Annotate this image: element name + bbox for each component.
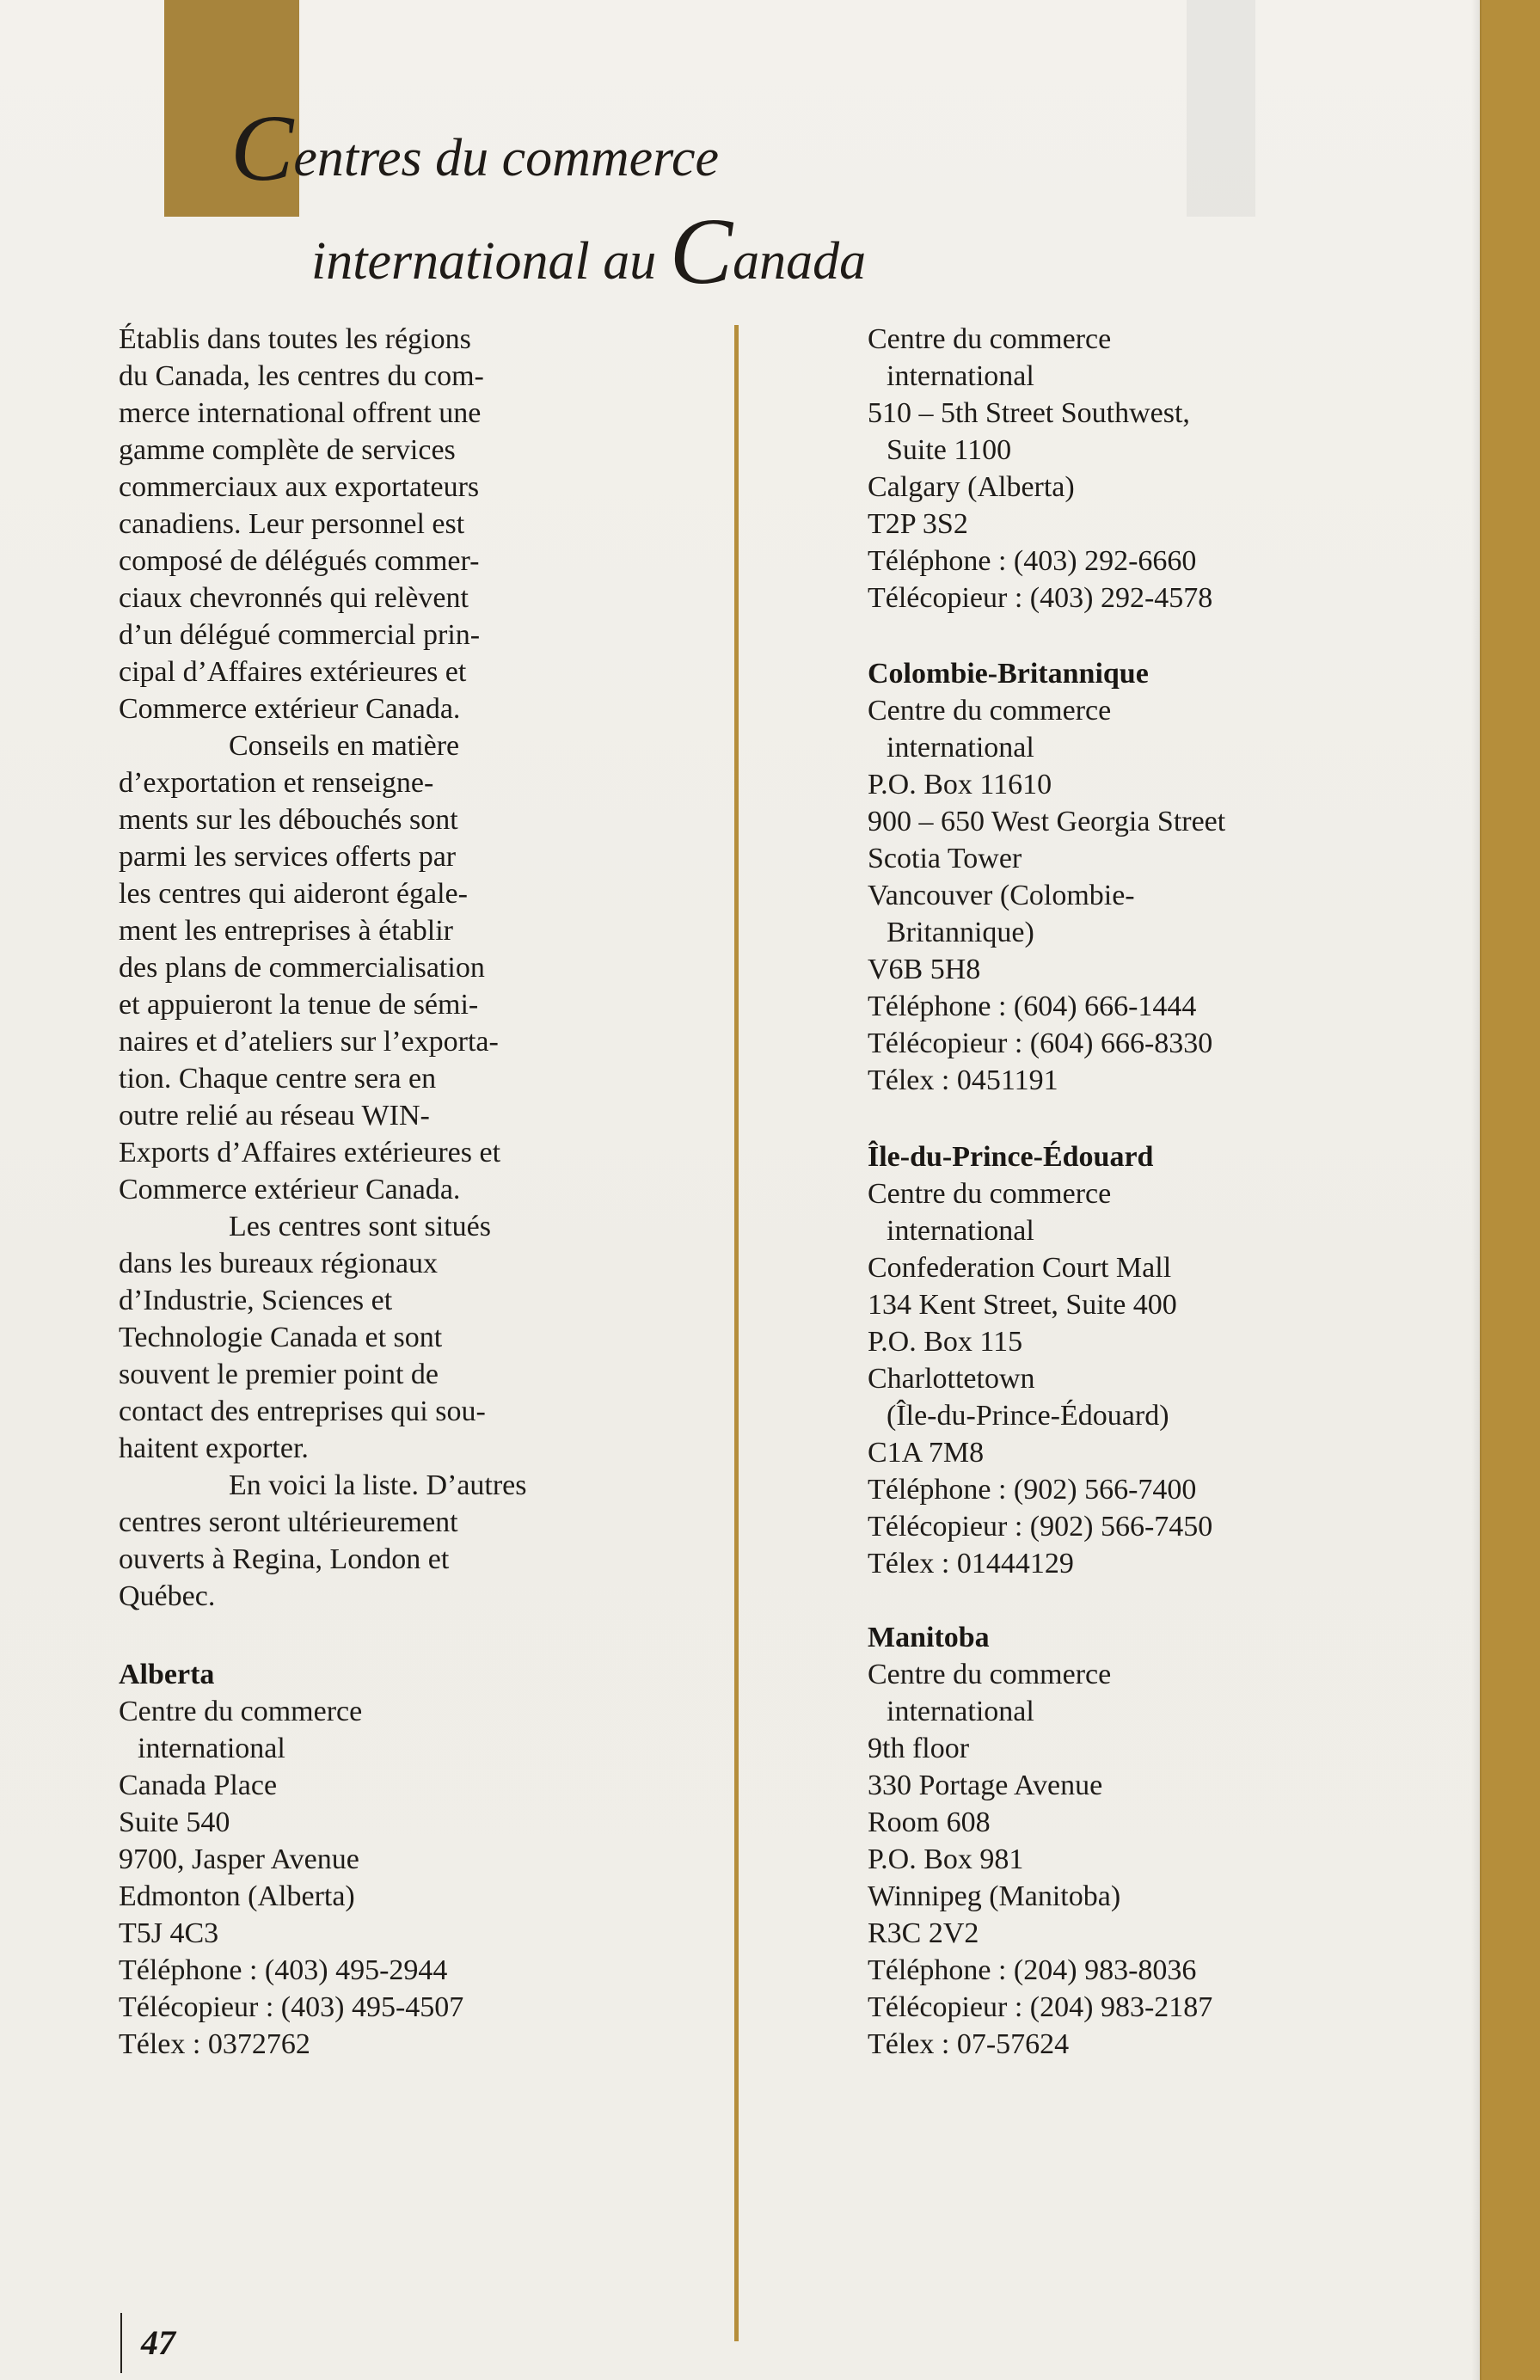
bleedthrough-block	[1187, 0, 1255, 217]
intro-line: parmi les services offerts par	[119, 841, 457, 873]
office-line: 9th floor	[868, 1733, 970, 1764]
intro-line: et appuieront la tenue de sémi-	[119, 989, 479, 1021]
right-margin-shadow	[1471, 0, 1482, 2380]
intro-line: ments sur les débouchés sont	[119, 804, 458, 836]
title-line-2	[311, 199, 867, 304]
office-line: Téléphone : (604) 666-1444	[868, 991, 1197, 1022]
office-line: Vancouver (Colombie-	[868, 880, 1135, 911]
office-line: Télécopieur : (403) 292-4578	[868, 582, 1213, 614]
page-number	[121, 2315, 224, 2361]
intro-line: En voici la liste. D’autres	[229, 1469, 527, 1501]
intro-line: dans les bureaux régionaux	[119, 1248, 439, 1279]
office-line: Téléphone : (403) 292-6660	[868, 545, 1197, 577]
office-line: Télécopieur : (403) 495-4507	[119, 1991, 464, 2023]
intro-line: d’exportation et renseigne-	[119, 767, 434, 799]
office-line: T2P 3S2	[868, 508, 968, 540]
office-line: Centre du commerce	[119, 1696, 363, 1727]
intro-line: d’un délégué commercial prin-	[119, 619, 481, 651]
right-gold-margin	[1480, 0, 1540, 2380]
office-line: international	[887, 1696, 1034, 1727]
intro-line: tion. Chaque centre sera en	[119, 1063, 437, 1095]
intro-line: ment les entreprises à établir	[119, 915, 453, 947]
intro-line: commerciaux aux exportateurs	[119, 471, 480, 503]
intro-line: Commerce extérieur Canada.	[119, 693, 461, 725]
office-line: Télex : 0451191	[868, 1064, 1058, 1096]
office-line: international	[887, 732, 1034, 764]
title-line-1	[230, 95, 720, 200]
office-line: C1A 7M8	[868, 1437, 985, 1469]
intro-line: contact des entreprises qui sou-	[119, 1395, 486, 1427]
office-line: Télécopieur : (902) 566-7450	[868, 1511, 1213, 1543]
intro-line: outre relié au réseau WIN-	[119, 1100, 430, 1132]
office-line: 510 – 5th Street Southwest,	[868, 397, 1190, 429]
title-line-1-text: entres du commerce	[293, 129, 720, 187]
intro-line: Québec.	[119, 1580, 216, 1612]
intro-line: du Canada, les centres du com-	[119, 360, 484, 392]
office-line: Centre du commerce	[868, 1659, 1112, 1690]
intro-line: Commerce extérieur Canada.	[119, 1174, 461, 1205]
office-line: international	[138, 1733, 285, 1764]
intro-line: Exports d’Affaires extérieures et	[119, 1137, 501, 1169]
intro-line: les centres qui aideront égale-	[119, 878, 468, 910]
office-line: T5J 4C3	[119, 1917, 219, 1949]
office-line: Télex : 01444129	[868, 1548, 1074, 1580]
office-line: Suite 540	[119, 1806, 230, 1838]
office-ile-du-prince-edouard	[868, 1138, 1401, 1582]
title-line-2-suffix: anada	[733, 232, 867, 291]
office-line: P.O. Box 981	[868, 1843, 1024, 1875]
page-title	[0, 0, 1032, 304]
office-line: Suite 1100	[887, 434, 1012, 466]
office-line: Télex : 0372762	[119, 2028, 310, 2060]
office-title: Manitoba	[868, 1622, 990, 1653]
office-line: Room 608	[868, 1806, 991, 1838]
office-line: Téléphone : (204) 983-8036	[868, 1954, 1197, 1986]
office-calgary	[868, 321, 1401, 616]
office-manitoba	[868, 1619, 1401, 2063]
title-drop-cap-2: C	[669, 199, 733, 304]
column-divider	[734, 325, 739, 2341]
office-title: Alberta	[119, 1659, 215, 1690]
office-line: Scotia Tower	[868, 843, 1022, 874]
intro-line: Établis dans toutes les régions	[119, 323, 471, 355]
intro-line: Conseils en matière	[229, 730, 460, 762]
office-line: P.O. Box 11610	[868, 769, 1052, 800]
intro-line: composé de délégués commer-	[119, 545, 480, 577]
office-line: international	[887, 1215, 1034, 1247]
intro-line: des plans de commercialisation	[119, 952, 485, 984]
office-line: P.O. Box 115	[868, 1326, 1023, 1358]
intro-line: gamme complète de services	[119, 434, 456, 466]
intro-line: haitent exporter.	[119, 1432, 309, 1464]
office-line: Charlottetown	[868, 1363, 1035, 1395]
office-line: 900 – 650 West Georgia Street	[868, 806, 1226, 837]
office-line: Centre du commerce	[868, 695, 1112, 727]
office-line: R3C 2V2	[868, 1917, 979, 1949]
office-line: Canada Place	[119, 1770, 278, 1801]
office-colombie-britannique	[868, 655, 1401, 1099]
intro-line: Technologie Canada et sont	[119, 1322, 443, 1353]
intro-line: d’Industrie, Sciences et	[119, 1285, 393, 1316]
page-number-text: 47	[141, 2323, 175, 2362]
title-drop-cap: C	[230, 95, 294, 200]
office-line: Télex : 07-57624	[868, 2028, 1070, 2060]
title-line-2-prefix: international au	[311, 232, 670, 291]
intro-line: ciaux chevronnés qui relèvent	[119, 582, 469, 614]
office-line: 134 Kent Street, Suite 400	[868, 1289, 1177, 1321]
office-line: V6B 5H8	[868, 954, 981, 985]
intro-line: cipal d’Affaires extérieures et	[119, 656, 467, 688]
office-line: 9700, Jasper Avenue	[119, 1843, 359, 1875]
office-line: Téléphone : (902) 566-7400	[868, 1474, 1197, 1506]
intro-line: souvent le premier point de	[119, 1359, 439, 1390]
intro-text	[119, 321, 652, 1615]
office-line: (Île-du-Prince-Édouard)	[887, 1400, 1169, 1432]
intro-line: naires et d’ateliers sur l’exporta-	[119, 1026, 499, 1058]
office-line: Téléphone : (403) 495-2944	[119, 1954, 448, 1986]
office-line: Calgary (Alberta)	[868, 471, 1075, 503]
office-line: Centre du commerce	[868, 323, 1112, 355]
office-title: Île-du-Prince-Édouard	[868, 1141, 1154, 1173]
office-line: Britannique)	[887, 917, 1034, 948]
office-line: Télécopieur : (604) 666-8330	[868, 1027, 1213, 1059]
intro-line: Les centres sont situés	[229, 1211, 491, 1242]
office-line: Centre du commerce	[868, 1178, 1112, 1210]
office-line: Télécopieur : (204) 983-2187	[868, 1991, 1213, 2023]
office-line: international	[887, 360, 1034, 392]
office-line: Confederation Court Mall	[868, 1252, 1172, 1284]
office-title: Colombie-Britannique	[868, 658, 1149, 690]
office-alberta	[119, 1656, 652, 2063]
office-line: 330 Portage Avenue	[868, 1770, 1103, 1801]
intro-line: merce international offrent une	[119, 397, 482, 429]
intro-line: canadiens. Leur personnel est	[119, 508, 465, 540]
intro-line: centres seront ultérieurement	[119, 1506, 458, 1538]
office-line: Edmonton (Alberta)	[119, 1880, 355, 1912]
intro-line: ouverts à Regina, London et	[119, 1543, 450, 1575]
office-line: Winnipeg (Manitoba)	[868, 1880, 1121, 1912]
